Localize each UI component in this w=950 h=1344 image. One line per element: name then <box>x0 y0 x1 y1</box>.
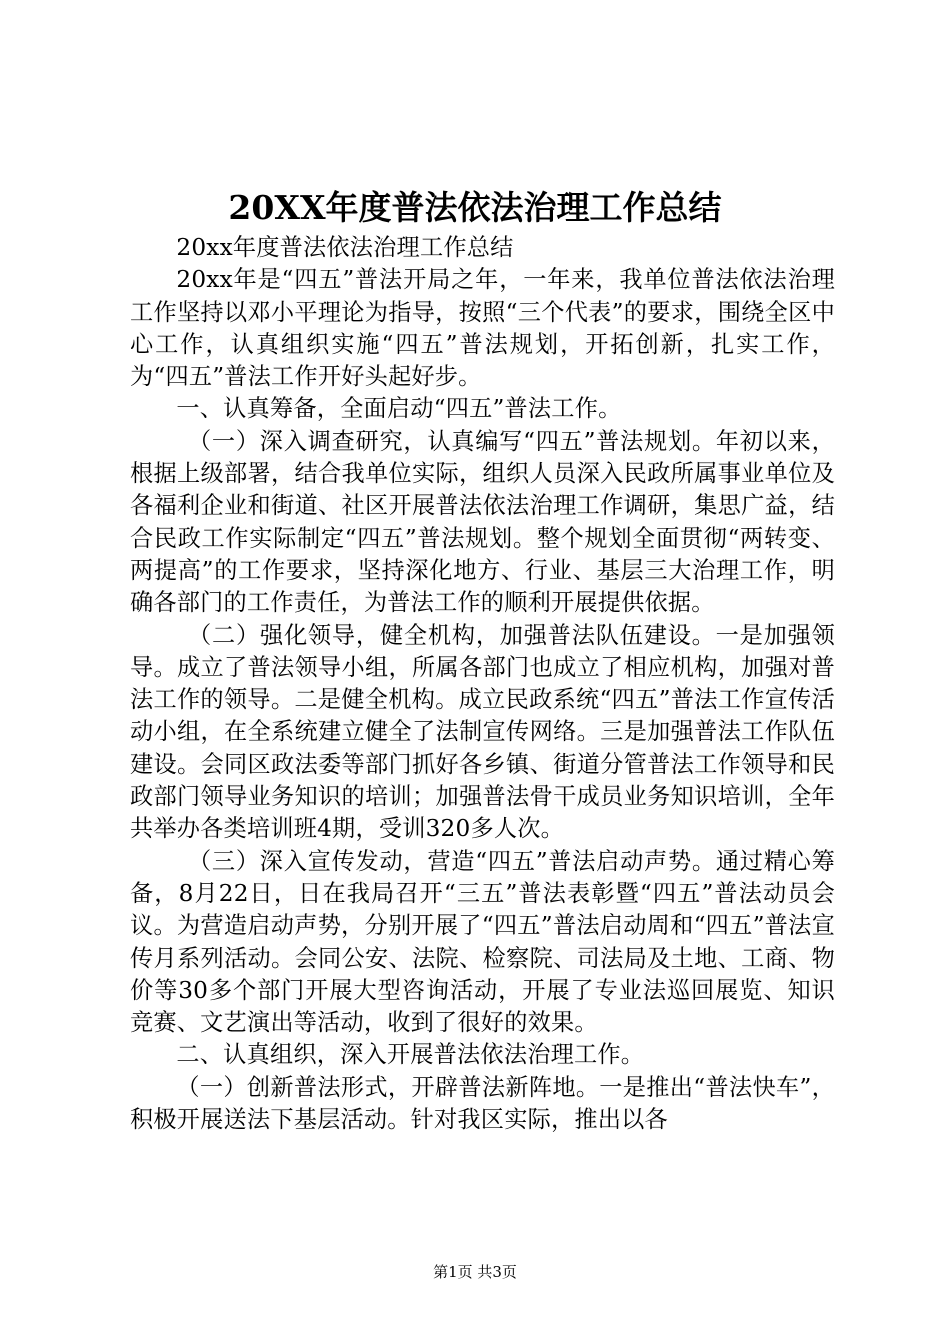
document-title: 20XX年度普法依法治理工作总结 <box>228 188 722 227</box>
paragraph-2-1: （一）创新普法形式，开辟普法新阵地。一是推出“普法快车”，积极开展送法下基层活动。针对我区实际，推出以各 <box>130 1073 835 1134</box>
paragraph-1-1: （一）深入调查研究，认真编写“四五”普法规划。年初以来，根据上级部署，结合我单位实际，组织人员深入民政所属事业单位及各福利企业和街道、社区开展普法依法治理工作调研，集思广益，结合民政工作实际制定“四五”普法规划。整个规划全面贯彻“两转变、两提高”的工作要求，坚持深化地方、行业、基层三大治理工作，明确各部门的工作责任，为普法工作的顺利开展提供依据。 <box>130 427 835 617</box>
paragraph-subtitle: 20xx年度普法依法治理工作总结 <box>176 234 514 261</box>
paragraph-1-2: （二）强化领导，健全机构，加强普法队伍建设。一是加强领导。成立了普法领导小组，所属各部门也成立了相应机构，加强对普法工作的领导。二是健全机构。成立民政系统“四五”普法工作宣传活动小组，在全系统建立健全了法制宣传网络。三是加强普法工作队伍建设。会同区政法委等部门抓好各乡镇、街道分管普法工作领导和民政部门领导业务知识的培训；加强普法骨干成员业务知识培训，全年共举办各类培训班4期，受训320多人次。 <box>130 621 835 843</box>
paragraph-1-3: （三）深入宣传发动，营造“四五”普法启动声势。通过精心筹备，8月22日，日在我局召开“三五”普法表彰暨“四五”普法动员会议。为营造启动声势，分别开展了“四五”普法启动周和“四五”普法宣传月系列活动。会同公安、法院、检察院、司法局及土地、工商、物价等30多个部门开展大型咨询活动，开展了专业法巡回展览、知识竞赛、文艺演出等活动，收到了很好的效果。 <box>130 847 835 1037</box>
section-heading-1: 一、认真筹备，全面启动“四五”普法工作。 <box>176 395 622 423</box>
page-number: 第1页 共3页 <box>433 1263 517 1281</box>
document-body <box>130 232 835 1136</box>
paragraph-intro: 20xx年是“四五”普法开局之年，一年来，我单位普法依法治理工作坚持以邓小平理论为指导，按照“三个代表”的要求，围绕全区中心工作，认真组织实施“四五”普法规划，开拓创新，扎实工作，为“四五”普法工作开好头起好步。 <box>130 266 835 391</box>
section-heading-2: 二、认真组织，深入开展普法依法治理工作。 <box>176 1041 645 1069</box>
